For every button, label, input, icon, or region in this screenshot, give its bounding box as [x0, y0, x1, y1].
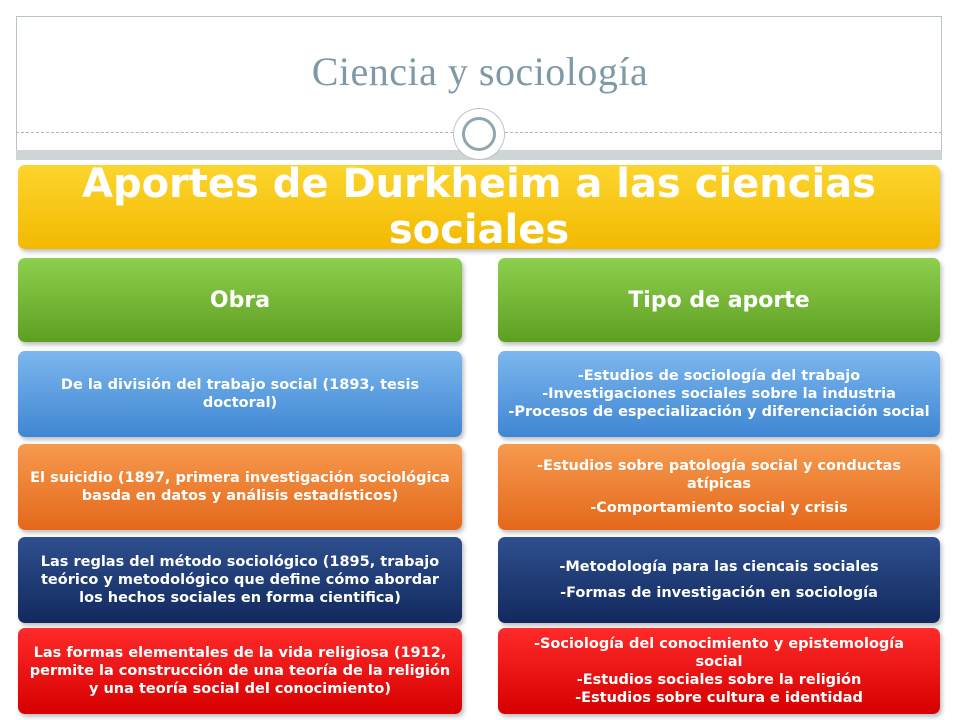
tipo-cell-4	[498, 628, 940, 714]
slide-title: Ciencia y sociología	[311, 49, 649, 94]
obra-text-2: El suicidio (1897, primera investigación sociológica basda en datos y análisis estadísticos)	[30, 470, 450, 504]
tipo-item: -Estudios sociales sobre la religión	[576, 672, 862, 688]
tipo-item: -Formas de investigación en sociología	[560, 585, 878, 601]
column-header-tipo-label: Tipo de aporte	[628, 287, 810, 313]
tipo-item: -Comportamiento social y crisis	[590, 500, 848, 516]
tipo-cell-2	[498, 444, 940, 530]
table-header-label: Aportes de Durkheim a las ciencias sociales	[81, 161, 876, 253]
obra-text-4: Las formas elementales de la vida religiosa (1912, permite la construcción de una teoría de la religión y una teoría social del conocimiento)	[29, 645, 451, 697]
tipo-item: -Estudios sobre cultura e identidad	[575, 690, 863, 706]
tipo-item: -Estudios de sociología del trabajo	[577, 368, 861, 384]
tipo-cell-1	[498, 351, 940, 437]
obra-cell-2	[18, 444, 462, 530]
obra-cell-3	[18, 537, 462, 623]
column-header-obra-label: Obra	[209, 287, 271, 313]
tipo-item: -Estudios sobre patología social y conductas atípicas	[537, 458, 901, 492]
tipo-item: -Metodología para las ciencais sociales	[559, 559, 879, 575]
tipo-cell-3	[498, 537, 940, 623]
tipo-item: -Procesos de especialización y diferenciación social	[508, 404, 930, 420]
column-header-obra	[18, 258, 462, 342]
obra-cell-4	[18, 628, 462, 714]
tipo-item: -Sociología del conocimiento y epistemología social	[533, 636, 905, 670]
tipo-item: -Investigaciones sociales sobre la industria	[542, 386, 896, 402]
obra-text-3: Las reglas del método sociológico (1895, trabajo teórico y metodológico que define cómo abordar los hechos sociales en forma cientifica)	[40, 554, 440, 606]
obra-text-1: De la división del trabajo social (1893, tesis doctoral)	[60, 377, 420, 411]
obra-cell-1	[18, 351, 462, 437]
table-header	[18, 161, 940, 253]
circle-ornament-icon	[454, 109, 504, 159]
column-header-tipo	[498, 258, 940, 342]
